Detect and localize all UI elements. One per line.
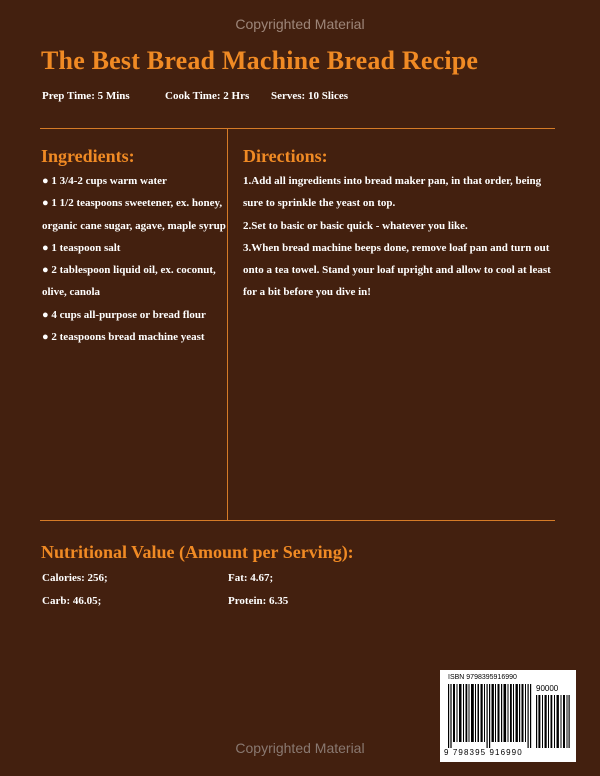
barcode-bars-icon	[448, 684, 532, 748]
watermark-bottom: Copyrighted Material	[235, 740, 365, 756]
top-divider	[40, 128, 555, 129]
direction-step: 2.Set to basic or basic quick - whatever you like.	[243, 219, 468, 232]
nutrition-calories: Calories: 256;	[42, 572, 108, 584]
ingredients-list	[42, 170, 227, 348]
ingredient-item: ● 1 1/2 teaspoons sweetener, ex. honey, organic cane sugar, agave, maple syrup	[42, 197, 226, 232]
prep-time: Prep Time: 5 Mins	[42, 90, 130, 102]
nutrition-heading: Nutritional Value (Amount per Serving):	[41, 542, 354, 562]
direction-step: 3.When bread machine beeps done, remove loaf pan and turn out onto a tea towel. Stand your loaf upright and allow to cool at least for a bit before you dive in!	[243, 241, 551, 299]
nutrition-protein: Protein: 6.35	[228, 595, 289, 607]
watermark-top: Copyrighted Material	[235, 16, 365, 32]
price-code: 90000	[536, 684, 559, 693]
ingredient-item: ● 2 tablespoon liquid oil, ex. coconut, olive, canola	[42, 264, 216, 299]
nutrition-fat: Fat: 4.67;	[228, 572, 274, 584]
ingredient-item: ● 2 teaspoons bread machine yeast	[42, 331, 205, 344]
ingredients-heading: Ingredients:	[41, 146, 135, 166]
serves: Serves: 10 Slices	[271, 90, 348, 102]
column-divider	[227, 128, 228, 520]
bottom-divider	[40, 520, 555, 521]
ingredient-item: ● 4 cups all-purpose or bread flour	[42, 308, 206, 321]
directions-list	[243, 170, 561, 304]
isbn-label: ISBN 9798395916990	[448, 674, 517, 681]
barcode-digits: 9 798395 916990	[444, 748, 523, 757]
directions-heading: Directions:	[243, 146, 328, 166]
recipe-title: The Best Bread Machine Bread Recipe	[41, 46, 479, 75]
cook-time: Cook Time: 2 Hrs	[165, 90, 250, 102]
ingredient-item: ● 1 teaspoon salt	[42, 241, 121, 254]
ingredient-item: ● 1 3/4-2 cups warm water	[42, 175, 167, 187]
direction-step: 1.Add all ingredients into bread maker pan, in that order, being sure to sprinkle the yeast on top.	[243, 175, 542, 210]
nutrition-carb: Carb: 46.05;	[42, 595, 102, 607]
